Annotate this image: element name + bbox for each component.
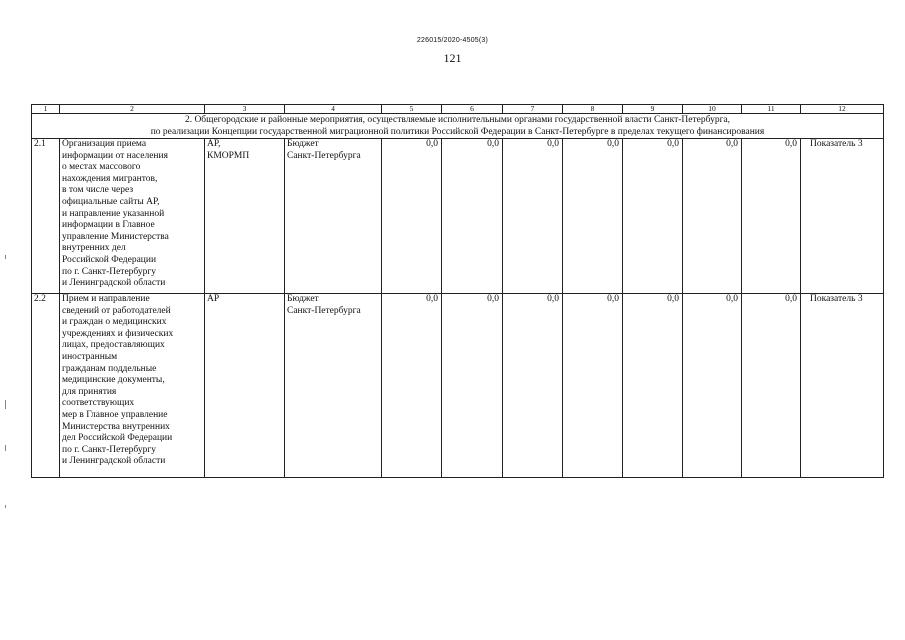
column-number: 8 (563, 105, 623, 114)
column-number: 9 (623, 105, 683, 114)
column-number: 11 (742, 105, 801, 114)
column-number: 10 (683, 105, 742, 114)
document-id: 226015/2020-4505(3) (416, 37, 489, 44)
section-heading-row (32, 114, 884, 139)
row-source: Бюджет Санкт-Петербурга (285, 294, 382, 478)
scan-mark (5, 505, 6, 508)
row-number: 2.2 (32, 294, 60, 478)
scan-mark (5, 445, 6, 451)
row-value: 0,0 (683, 294, 742, 478)
column-number: 5 (382, 105, 442, 114)
section-heading-line: по реализации Концепции государственной миграционной политики Российской Федерации в Санкт-Петербурге в пределах текущего финансирования (150, 126, 765, 137)
row-value: 0,0 (742, 139, 801, 294)
row-value: 0,0 (442, 294, 503, 478)
measures-table (31, 104, 884, 478)
row-value: 0,0 (382, 294, 442, 478)
row-indicator: Показатель 3 (801, 294, 884, 478)
scan-mark (5, 255, 6, 259)
scan-mark (5, 400, 6, 409)
section-heading (32, 114, 884, 139)
row-description: Прием и направление сведений от работодателей и граждан о медицинских учреждениях и физических лицах, предоставляющих иностранным гражданам поддельные медицинские документы, для принятия соответствующих мер в Главное управление Министерства внутренних дел Российской Федерации по г. Санкт-Петербургу и Ленинградской области (60, 294, 205, 478)
row-executors: АР (205, 294, 285, 478)
row-value: 0,0 (683, 139, 742, 294)
row-value: 0,0 (563, 139, 623, 294)
row-source: Бюджет Санкт-Петербурга (285, 139, 382, 294)
column-number-row (32, 105, 884, 114)
column-number: 12 (801, 105, 884, 114)
column-number: 6 (442, 105, 503, 114)
row-value: 0,0 (623, 294, 683, 478)
row-value: 0,0 (623, 139, 683, 294)
row-value: 0,0 (503, 139, 563, 294)
row-value: 0,0 (442, 139, 503, 294)
column-number: 7 (503, 105, 563, 114)
row-description: Организация приема информации от населения о местах массового нахождения мигрантов, в том числе через официальные сайты АР, и направление указанной информации в Главное управление Министерства внутренних дел Российской Федерации по г. Санкт-Петербургу и Ленинградской области (60, 139, 205, 294)
row-executors: АР, КМОРМП (205, 139, 285, 294)
row-value: 0,0 (563, 294, 623, 478)
row-value: 0,0 (503, 294, 563, 478)
table-row (32, 294, 884, 478)
column-number: 1 (32, 105, 60, 114)
section-heading-line: 2. Общегородские и районные мероприятия, осуществляемые исполнительными органами государственной власти Санкт-Петербурга, (184, 115, 731, 125)
table-row (32, 139, 884, 294)
column-number: 4 (285, 105, 382, 114)
row-value: 0,0 (382, 139, 442, 294)
row-indicator: Показатель 3 (801, 139, 884, 294)
row-value: 0,0 (742, 294, 801, 478)
column-number: 3 (205, 105, 285, 114)
column-number: 2 (60, 105, 205, 114)
page-number: 121 (443, 51, 462, 65)
row-number: 2.1 (32, 139, 60, 294)
